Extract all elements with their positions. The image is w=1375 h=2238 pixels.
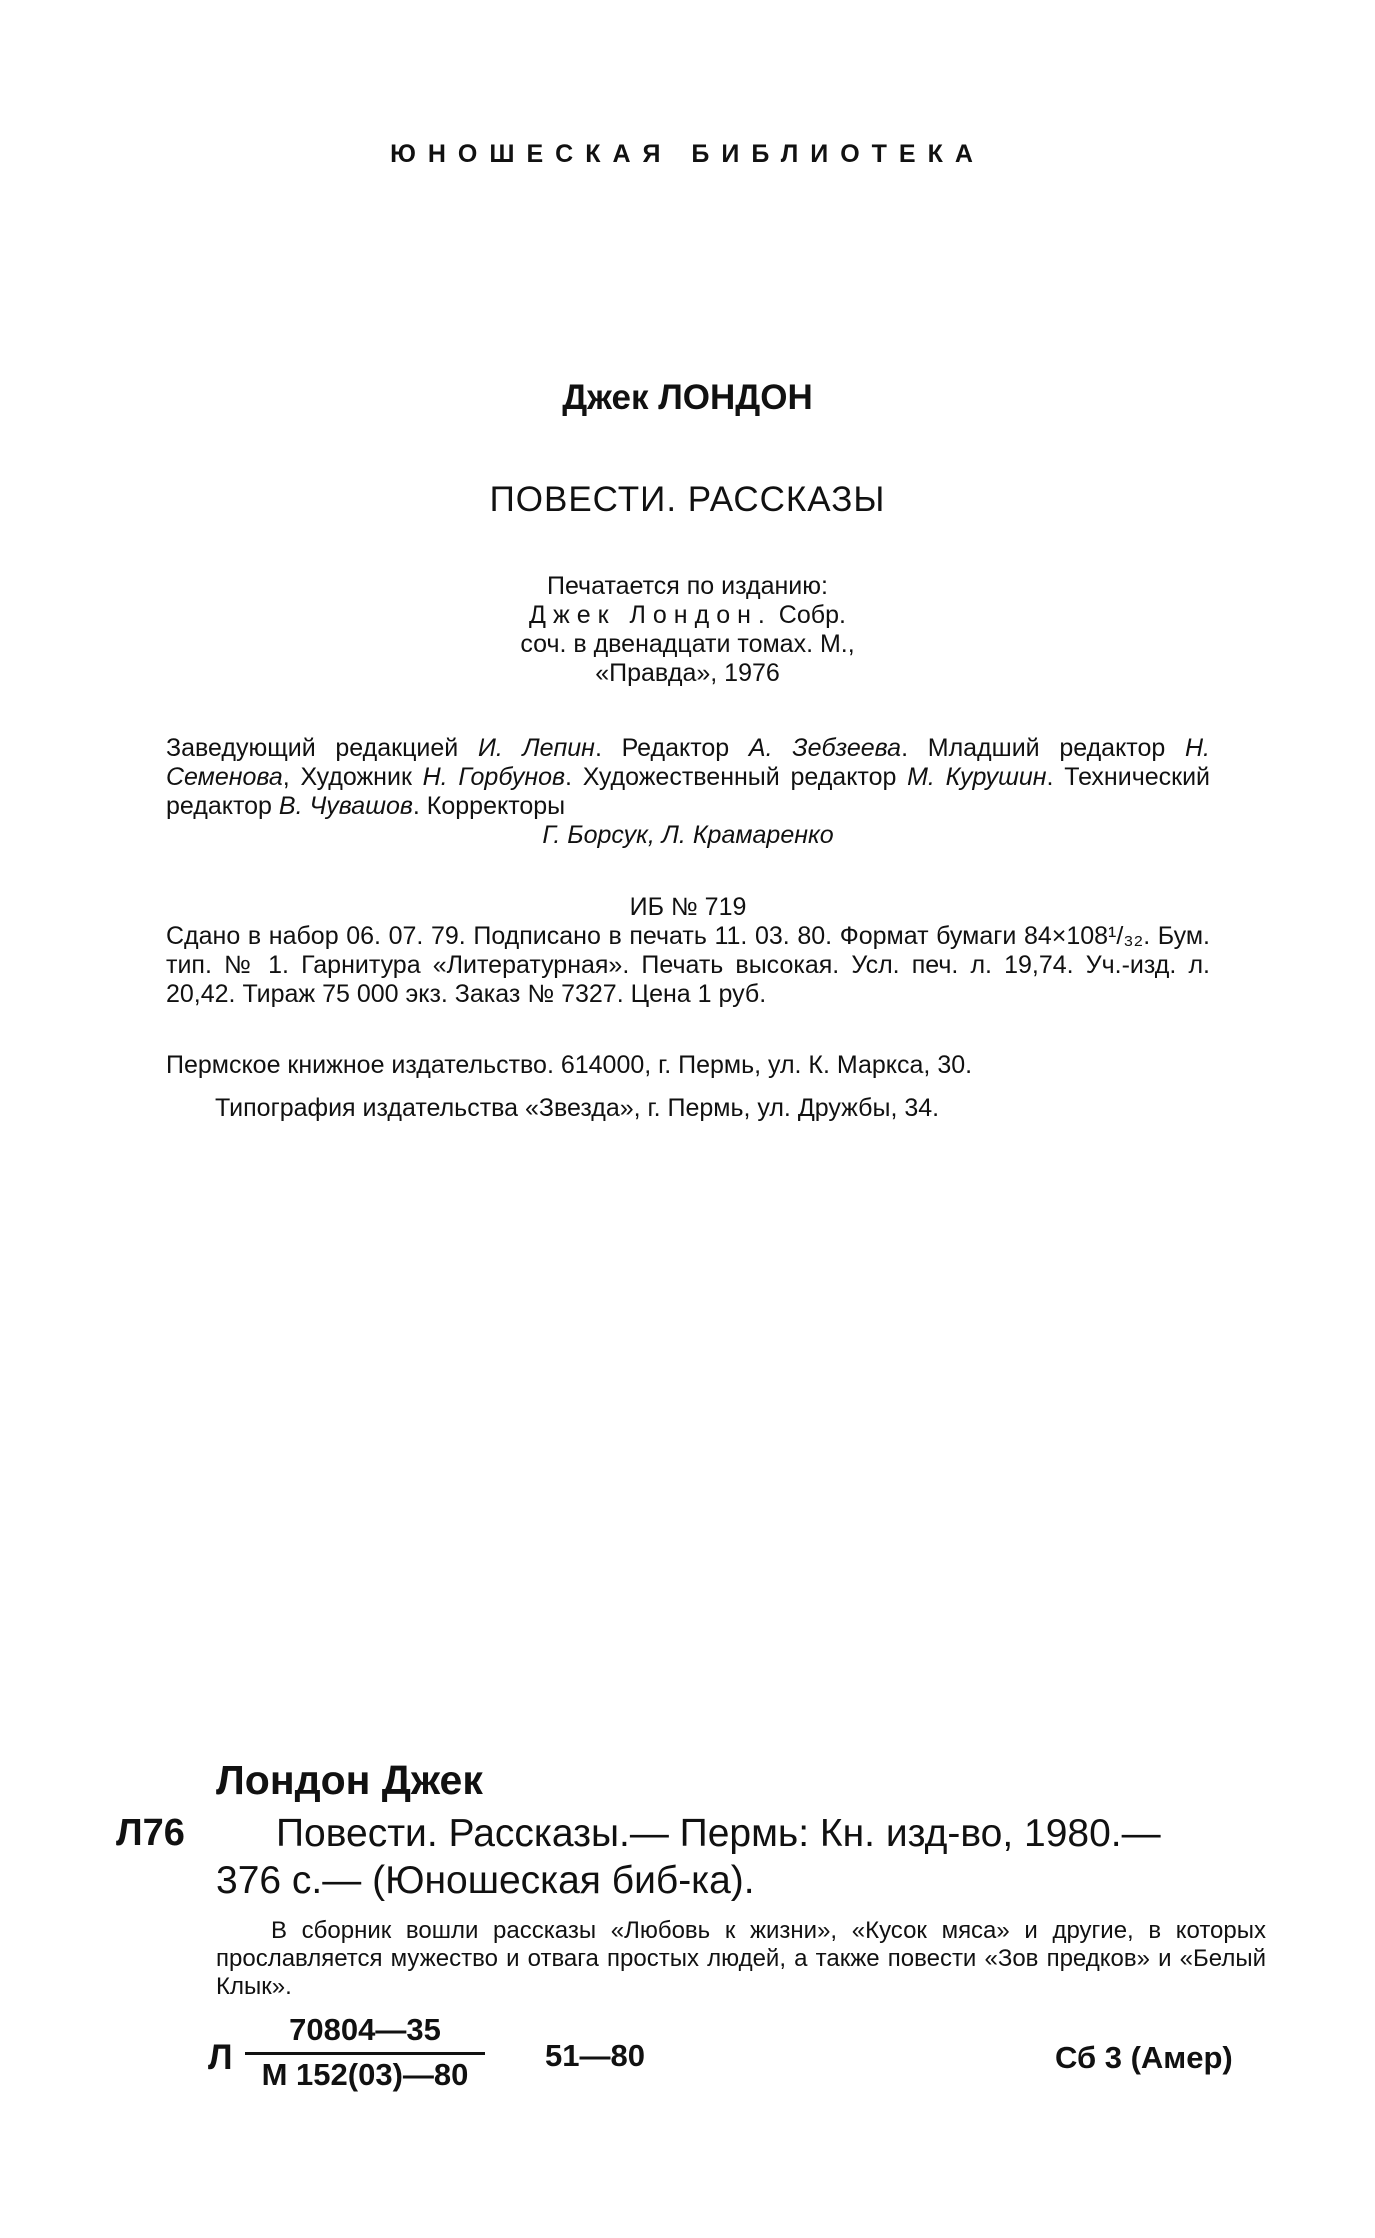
publisher-address: Пермское книжное издательство. 614000, г. Пермь, ул. К. Маркса, 30. — [166, 1051, 973, 1079]
source-line-4: «Правда», 1976 — [595, 659, 780, 687]
source-line-2 — [0, 601, 1375, 630]
tech-name: В. Чувашов — [278, 792, 413, 820]
correctors-names: Г. Борсук, Л. Крамаренко — [542, 821, 834, 849]
series-title: ЮНОШЕСКАЯ БИБЛИОТЕКА — [390, 140, 985, 168]
catalog-desc-line-2: 376 с.— (Юношеская биб-ка). — [216, 1859, 755, 1902]
editorial-staff — [166, 734, 1210, 850]
catalog-index: Л76 — [116, 1812, 185, 1854]
catalog-code-right: Сб 3 (Амер) — [1055, 2040, 1233, 2075]
catalog-annotation — [216, 1917, 1266, 2001]
source-line-2-rest: Собр. — [771, 601, 846, 629]
catalog-fraction — [245, 2012, 485, 2093]
fraction-bottom: М 152(03)—80 — [261, 2057, 469, 2092]
source-line-1: Печатается по изданию: — [547, 572, 828, 600]
fraction-top: 70804—35 — [289, 2012, 441, 2047]
annotation-text: В сборник вошли рассказы «Любовь к жизни», «Кусок мяса» и другие, в которых прославляется мужество и отвага простых людей, а также повести «Зов предков» и «Белый Клык». — [216, 1917, 1266, 2000]
source-edition — [0, 572, 1375, 688]
book-author: Джек ЛОНДОН — [562, 378, 813, 417]
imprint-details — [166, 893, 1210, 1009]
editor-label: . Редактор — [594, 734, 749, 762]
art-editor-label: . Художественный редактор — [565, 763, 908, 791]
source-author-spaced: Джек Лондон. — [529, 601, 772, 629]
catalog-letter: Л — [208, 2038, 233, 2077]
catalog-code-mid: 51—80 — [545, 2038, 645, 2073]
tech-label: . Технический редактор — [166, 763, 1210, 820]
correctors-line — [166, 821, 1210, 850]
printer-address: Типография издательства «Звезда», г. Пермь, ул. Дружбы, 34. — [215, 1094, 940, 1122]
artist-label: , Художник — [282, 763, 423, 791]
head-name: И. Лепин — [477, 734, 595, 762]
book-title: ПОВЕСТИ. РАССКАЗЫ — [489, 480, 886, 519]
junior-label: . Младший редактор — [901, 734, 1185, 762]
head-label: Заведующий редакцией — [166, 734, 478, 762]
catalog-desc-line-1: Повести. Рассказы.— Пермь: Кн. изд-во, 1980.— — [276, 1812, 1161, 1855]
catalog-author: Лондон Джек — [216, 1757, 483, 1803]
art-editor-name: М. Курушин — [907, 763, 1047, 791]
ib-details: Сдано в набор 06. 07. 79. Подписано в печать 11. 03. 80. Формат бумаги 84×108¹/₃₂. Бум. тип. № 1. Гарнитура «Литературная». Печать высокая. Усл. печ. л. 19,74. Уч.-изд. л. 20,42. Тираж 75 000 экз. Заказ № 7327. Цена 1 руб. — [166, 922, 1210, 1008]
editor-name: А. Зебзеева — [748, 734, 902, 762]
correctors-label: . Корректоры — [412, 792, 566, 820]
catalog-description — [216, 1810, 1276, 1904]
junior-name: Н. Семенова — [166, 734, 1210, 791]
artist-name: Н. Горбунов — [422, 763, 566, 791]
source-line-3: соч. в двенадцати томах. М., — [520, 630, 855, 658]
ib-number: ИБ № 719 — [629, 893, 747, 921]
